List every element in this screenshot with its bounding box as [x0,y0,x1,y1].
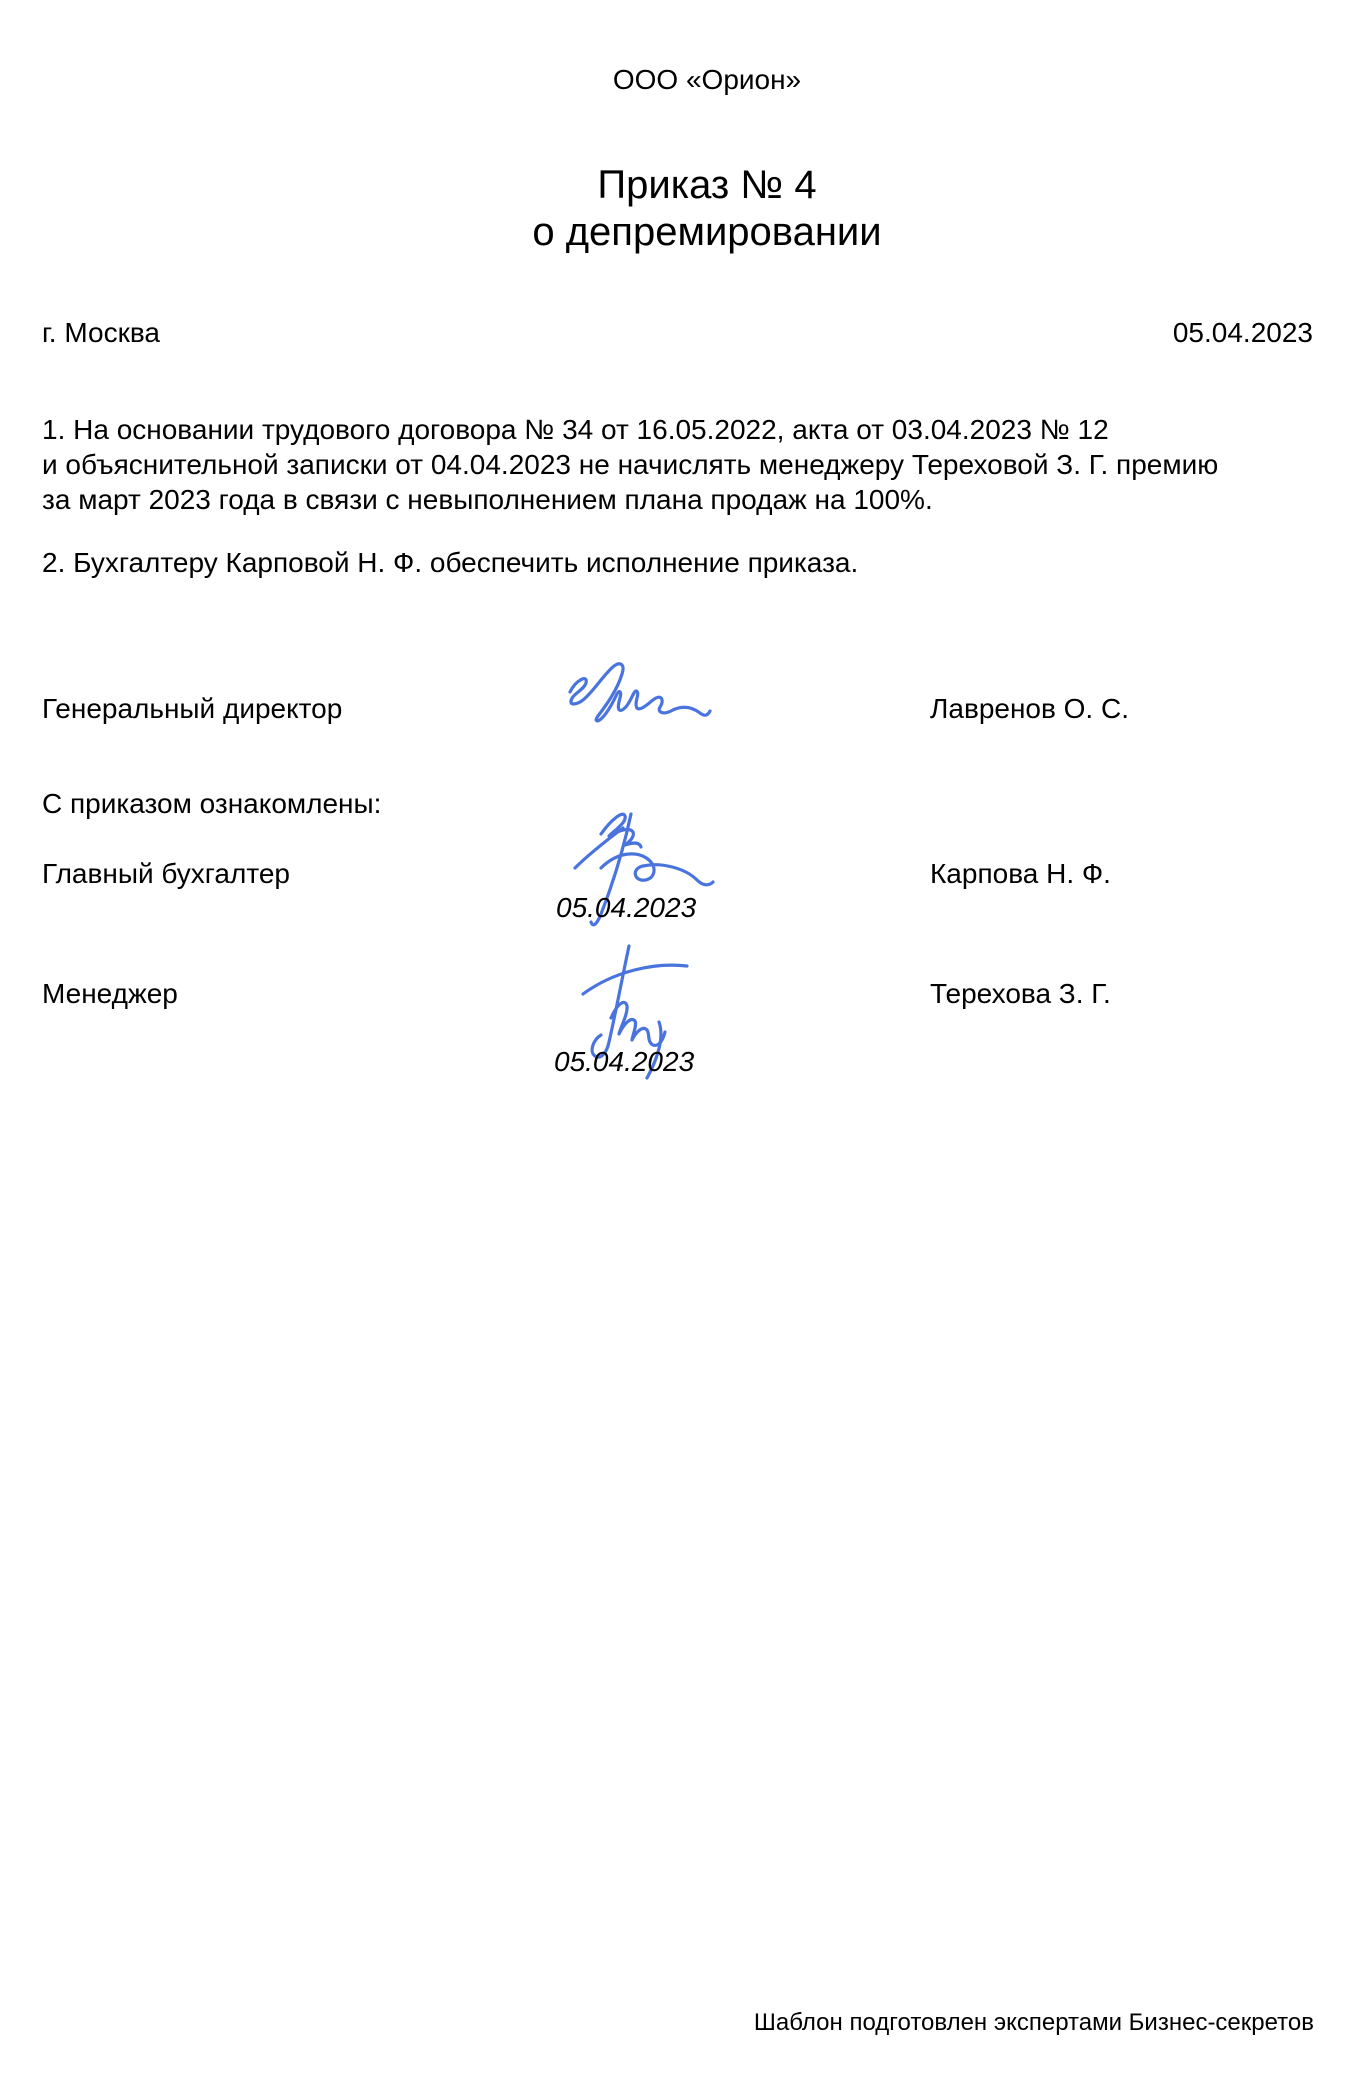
manager-name: Терехова З. Г. [930,978,1111,1009]
director-name: Лавренов О. С. [930,693,1129,724]
order-title-line2: о депремировании [532,210,882,254]
manager-sign-date: 05.04.2023 [554,1046,695,1077]
template-credit: Шаблон подготовлен экспертами Бизнес-секретов [753,2009,1314,2036]
accountant-sign-date: 05.04.2023 [556,892,697,923]
accountant-name: Карпова Н. Ф. [930,858,1111,889]
order-item-1-line3: за март 2023 года в связи с невыполнением плана продаж на 100%. [42,484,933,515]
order-title [0,162,1360,256]
manager-role-label: Менеджер [42,978,178,1009]
order-date: 05.04.2023 [1172,317,1313,348]
company-name: ООО «Орион» [612,64,802,95]
city-label: г. Москва [42,317,160,348]
director-signature-image [556,658,718,736]
order-item-1-line2: и объяснительной записки от 04.04.2023 не начислять менеджеру Тереховой З. Г. премию [42,449,1219,480]
accountant-role-label: Главный бухгалтер [42,858,290,889]
order-item-1 [42,412,1218,517]
order-title-line1: Приказ № 4 [597,163,817,207]
order-item-1-line1: 1. На основании трудового договора № 34 от 16.05.2022, акта от 03.04.2023 № 12 [42,414,1109,445]
order-item-2: 2. Бухгалтеру Карповой Н. Ф. обеспечить исполнение приказа. [42,547,859,578]
director-role-label: Генеральный директор [42,693,343,724]
acknowledged-heading: С приказом ознакомлены: [42,788,382,819]
